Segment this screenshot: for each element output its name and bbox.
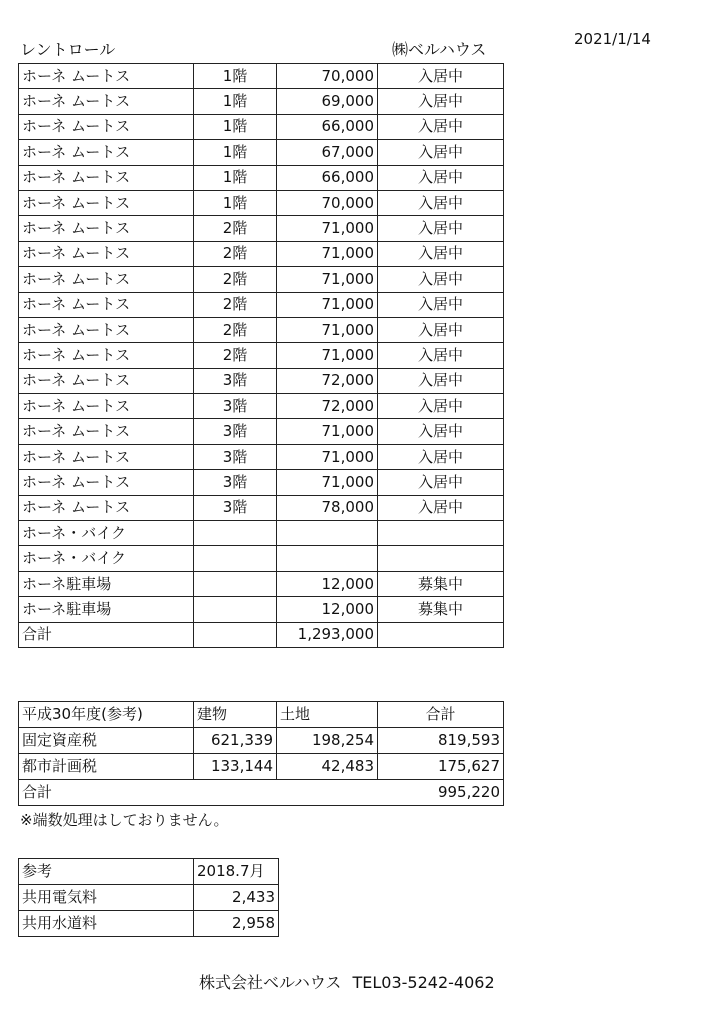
unit-floor: 1階 <box>194 165 277 190</box>
unit-status: 募集中 <box>378 571 504 596</box>
reference-table <box>18 858 279 937</box>
unit-status: 入居中 <box>378 368 504 393</box>
unit-rent: 71,000 <box>277 216 378 241</box>
unit-rent: 71,000 <box>277 470 378 495</box>
rent-roll-row <box>19 444 504 469</box>
unit-status: 入居中 <box>378 317 504 342</box>
unit-floor: 2階 <box>194 216 277 241</box>
tax-row-land: 42,483 <box>277 754 378 780</box>
unit-name: ホーネ駐車場 <box>19 597 194 622</box>
rent-roll-row <box>19 495 504 520</box>
unit-status <box>378 546 504 571</box>
unit-floor: 3階 <box>194 444 277 469</box>
rent-roll-row <box>19 241 504 266</box>
unit-name: ホーネ ムートス <box>19 343 194 368</box>
tax-total-label: 合計 <box>19 780 378 806</box>
unit-status: 入居中 <box>378 89 504 114</box>
unit-floor: 3階 <box>194 394 277 419</box>
unit-name: ホーネ ムートス <box>19 165 194 190</box>
rent-roll-row <box>19 419 504 444</box>
unit-rent: 69,000 <box>277 89 378 114</box>
tax-header-building: 建物 <box>194 702 277 728</box>
unit-status: 入居中 <box>378 470 504 495</box>
unit-floor: 2階 <box>194 343 277 368</box>
rent-roll-row <box>19 546 504 571</box>
unit-status: 入居中 <box>378 114 504 139</box>
unit-floor: 3階 <box>194 368 277 393</box>
unit-floor: 2階 <box>194 317 277 342</box>
unit-floor: 1階 <box>194 140 277 165</box>
tax-row <box>19 728 504 754</box>
reference-row-label: 共用電気料 <box>19 885 194 911</box>
reference-row <box>19 885 279 911</box>
tax-header-year: 平成30年度(参考) <box>19 702 194 728</box>
unit-status: 入居中 <box>378 216 504 241</box>
rent-roll-row <box>19 521 504 546</box>
reference-header-row <box>19 859 279 885</box>
rent-roll-row <box>19 368 504 393</box>
unit-status: 入居中 <box>378 394 504 419</box>
rent-roll-row <box>19 114 504 139</box>
rent-total-empty <box>378 622 504 647</box>
rent-roll-row <box>19 190 504 215</box>
reference-row <box>19 911 279 937</box>
unit-name: ホーネ ムートス <box>19 470 194 495</box>
unit-status <box>378 521 504 546</box>
unit-status: 入居中 <box>378 140 504 165</box>
unit-status: 入居中 <box>378 267 504 292</box>
unit-rent: 66,000 <box>277 165 378 190</box>
unit-name: ホーネ ムートス <box>19 216 194 241</box>
document-date: 2021/1/14 <box>574 30 651 48</box>
document-title: レントロール <box>20 40 116 59</box>
unit-floor: 3階 <box>194 470 277 495</box>
unit-rent: 71,000 <box>277 343 378 368</box>
unit-rent: 71,000 <box>277 241 378 266</box>
tax-header-land: 土地 <box>277 702 378 728</box>
unit-floor: 1階 <box>194 64 277 89</box>
unit-floor: 3階 <box>194 495 277 520</box>
unit-name: ホーネ ムートス <box>19 140 194 165</box>
rent-roll-row <box>19 89 504 114</box>
rent-roll-row <box>19 394 504 419</box>
reference-row-label: 共用水道料 <box>19 911 194 937</box>
unit-name: ホーネ ムートス <box>19 444 194 469</box>
rent-roll-row <box>19 292 504 317</box>
unit-rent: 70,000 <box>277 64 378 89</box>
unit-floor <box>194 546 277 571</box>
tax-row-total: 819,593 <box>378 728 504 754</box>
unit-name: ホーネ駐車場 <box>19 571 194 596</box>
rent-roll-total-row <box>19 622 504 647</box>
unit-floor: 1階 <box>194 190 277 215</box>
unit-rent: 78,000 <box>277 495 378 520</box>
tax-header-total: 合計 <box>378 702 504 728</box>
unit-name: ホーネ・バイク <box>19 521 194 546</box>
unit-status: 募集中 <box>378 597 504 622</box>
unit-status: 入居中 <box>378 190 504 215</box>
unit-floor: 1階 <box>194 89 277 114</box>
unit-floor: 2階 <box>194 267 277 292</box>
unit-name: ホーネ ムートス <box>19 495 194 520</box>
unit-rent: 66,000 <box>277 114 378 139</box>
rent-roll-row <box>19 317 504 342</box>
tax-total-row <box>19 780 504 806</box>
unit-rent: 72,000 <box>277 368 378 393</box>
unit-floor: 1階 <box>194 114 277 139</box>
unit-name: ホーネ ムートス <box>19 89 194 114</box>
unit-name: ホーネ ムートス <box>19 64 194 89</box>
unit-rent: 72,000 <box>277 394 378 419</box>
rent-total-label: 合計 <box>19 622 194 647</box>
footer-company-contact: 株式会社ベルハウス TEL03-5242-4062 <box>199 973 495 992</box>
unit-rent: 71,000 <box>277 317 378 342</box>
rent-roll-row <box>19 165 504 190</box>
unit-floor <box>194 571 277 596</box>
unit-status: 入居中 <box>378 343 504 368</box>
unit-floor: 2階 <box>194 292 277 317</box>
tax-row-building: 621,339 <box>194 728 277 754</box>
rent-roll-row <box>19 470 504 495</box>
unit-name: ホーネ ムートス <box>19 292 194 317</box>
rent-roll-row <box>19 597 504 622</box>
tax-row-total: 175,627 <box>378 754 504 780</box>
unit-name: ホーネ・バイク <box>19 546 194 571</box>
tax-row-building: 133,144 <box>194 754 277 780</box>
unit-name: ホーネ ムートス <box>19 241 194 266</box>
unit-rent <box>277 546 378 571</box>
rent-roll-body <box>19 64 504 623</box>
rent-roll-table <box>18 63 504 648</box>
unit-status: 入居中 <box>378 444 504 469</box>
reference-row-value: 2,958 <box>194 911 279 937</box>
tax-row <box>19 754 504 780</box>
rent-roll-row <box>19 343 504 368</box>
reference-row-value: 2,433 <box>194 885 279 911</box>
rent-total-empty <box>194 622 277 647</box>
unit-floor <box>194 597 277 622</box>
unit-status: 入居中 <box>378 165 504 190</box>
unit-status: 入居中 <box>378 292 504 317</box>
unit-name: ホーネ ムートス <box>19 114 194 139</box>
unit-status: 入居中 <box>378 419 504 444</box>
tax-total-value: 995,220 <box>378 780 504 806</box>
tax-table <box>18 701 504 806</box>
reference-header-month: 2018.7月 <box>194 859 279 885</box>
unit-floor <box>194 521 277 546</box>
company-short-name: ㈱ベルハウス <box>392 40 487 59</box>
tax-row-label: 都市計画税 <box>19 754 194 780</box>
unit-name: ホーネ ムートス <box>19 419 194 444</box>
rent-roll-row <box>19 216 504 241</box>
unit-rent: 71,000 <box>277 292 378 317</box>
unit-rent <box>277 521 378 546</box>
tax-row-land: 198,254 <box>277 728 378 754</box>
unit-floor: 2階 <box>194 241 277 266</box>
rent-roll-row <box>19 64 504 89</box>
reference-header-label: 参考 <box>19 859 194 885</box>
unit-rent: 71,000 <box>277 419 378 444</box>
unit-rent: 12,000 <box>277 571 378 596</box>
unit-name: ホーネ ムートス <box>19 394 194 419</box>
unit-rent: 67,000 <box>277 140 378 165</box>
rent-roll-row <box>19 571 504 596</box>
unit-name: ホーネ ムートス <box>19 368 194 393</box>
unit-rent: 12,000 <box>277 597 378 622</box>
tax-row-label: 固定資産税 <box>19 728 194 754</box>
unit-floor: 3階 <box>194 419 277 444</box>
unit-status: 入居中 <box>378 495 504 520</box>
unit-name: ホーネ ムートス <box>19 190 194 215</box>
unit-name: ホーネ ムートス <box>19 317 194 342</box>
unit-status: 入居中 <box>378 64 504 89</box>
unit-name: ホーネ ムートス <box>19 267 194 292</box>
unit-rent: 70,000 <box>277 190 378 215</box>
unit-rent: 71,000 <box>277 267 378 292</box>
rent-roll-row <box>19 140 504 165</box>
rent-total-value: 1,293,000 <box>277 622 378 647</box>
unit-status: 入居中 <box>378 241 504 266</box>
tax-header-row <box>19 702 504 728</box>
rent-roll-row <box>19 267 504 292</box>
rounding-note: ※端数処理はしておりません。 <box>20 811 229 829</box>
unit-rent: 71,000 <box>277 444 378 469</box>
